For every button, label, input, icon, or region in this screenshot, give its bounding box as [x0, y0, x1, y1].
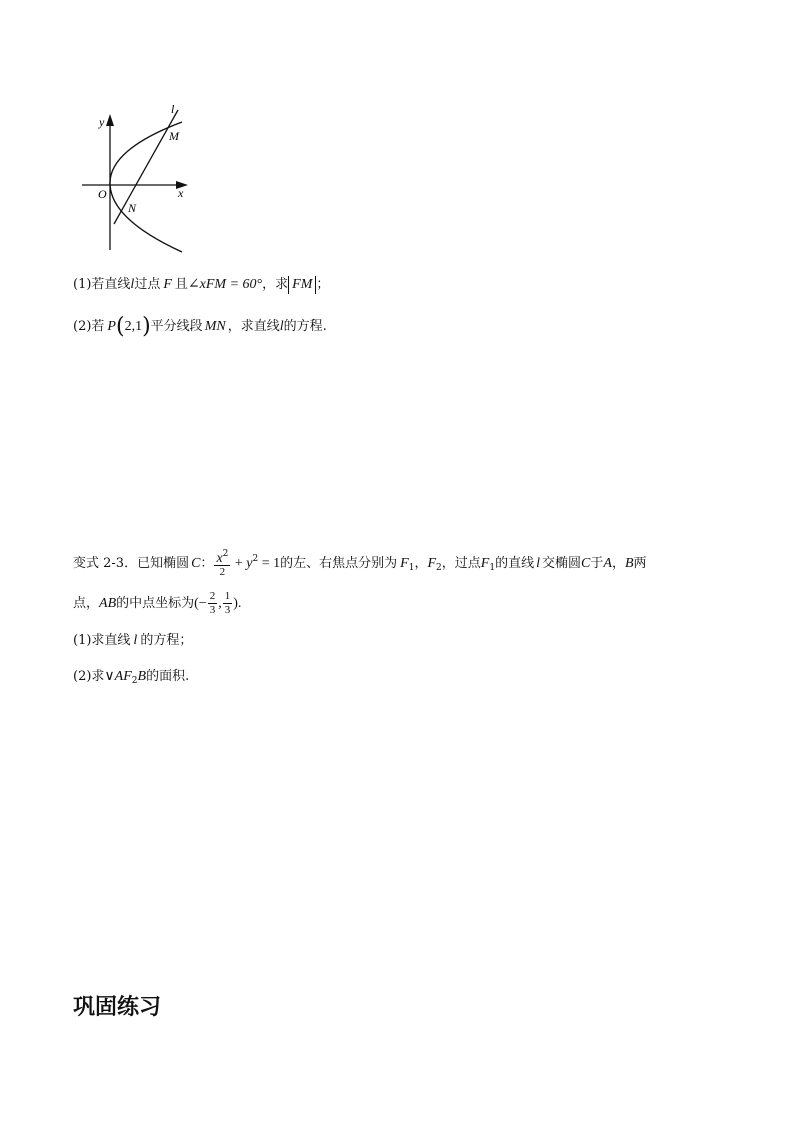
- variant-ellipse-c: C: [191, 556, 201, 571]
- variant-f2-sub: 2: [436, 563, 442, 573]
- variant-y-exp: 2: [252, 554, 259, 564]
- variant-question-1: [73, 632, 192, 650]
- variant-frac-x: x: [216, 551, 223, 566]
- variant-fraction-x2-over-2: [214, 548, 230, 579]
- variant-text-6: 两: [633, 556, 647, 571]
- variant-text-4: 交椭圆: [542, 556, 582, 571]
- origin-label: O: [98, 187, 107, 201]
- x-axis-label: x: [178, 186, 184, 200]
- q1-prefix: (1)若直线: [73, 277, 131, 292]
- q1-text-3: ，求: [262, 277, 289, 292]
- q1-text-2: 且: [174, 277, 188, 292]
- variant-frac-x-exp: 2: [222, 549, 229, 559]
- variant-frac-den: 2: [219, 566, 226, 578]
- variant-line-l: l: [536, 556, 540, 571]
- variant-text-1: 的左、右焦点分别为: [280, 556, 398, 571]
- variant-coord-sep: ,: [218, 596, 222, 611]
- variant-comma-2: ，: [611, 556, 625, 571]
- q2-end: 的方程.: [283, 319, 327, 334]
- variant-text-5: 于: [590, 556, 604, 571]
- variant-y: y: [246, 556, 253, 571]
- variant-q1-line-l: l: [133, 633, 138, 648]
- variant-equals-one: = 1: [258, 556, 281, 571]
- y-axis-label: y: [99, 115, 105, 129]
- variant-text-2: ，过点: [441, 556, 481, 571]
- variant-frac2-num: 1: [224, 590, 231, 602]
- q2-text-2: ，求直线: [227, 319, 280, 334]
- q1-line-l: l: [130, 277, 135, 292]
- question-2: [73, 314, 327, 339]
- variant-f1-sub: 1: [408, 563, 415, 573]
- section-heading: 巩固练习: [73, 995, 162, 1020]
- variant-frac1-num: 2: [209, 590, 216, 602]
- q1-angle: ∠xFM = 60°: [187, 277, 263, 292]
- q2-line-l: l: [279, 319, 284, 334]
- variant-q2-f-sub: 2: [131, 676, 138, 686]
- variant-frac2-den: 3: [224, 604, 231, 616]
- variant-f2: F: [427, 556, 437, 571]
- variant-text-3: 的直线: [495, 556, 535, 571]
- variant-q1-end: 的方程；: [140, 633, 193, 648]
- q2-point-p: P: [107, 319, 116, 334]
- variant-line-1: [73, 546, 647, 581]
- q2-prefix: (2)若: [73, 319, 105, 334]
- point-m-label: M: [169, 129, 179, 143]
- variant-ellipse-c-2: C: [581, 556, 591, 571]
- variant-f1-again: F: [480, 556, 490, 571]
- variant-f1: F: [400, 556, 409, 571]
- q1-point-f: F: [163, 277, 172, 292]
- q1-text-1: 过点: [134, 277, 161, 292]
- q2-open-paren: (: [115, 314, 125, 339]
- variant-line2-text-b: 的中点坐标为: [116, 596, 195, 611]
- variant-triangle-symbol: ∨: [104, 669, 115, 684]
- variant-close-paren: ).: [233, 596, 242, 611]
- variant-point-a: A: [603, 556, 612, 571]
- variant-fraction-1-3: [223, 590, 233, 617]
- variant-open-paren: (−: [194, 596, 207, 611]
- line-l-label: l: [171, 102, 175, 116]
- variant-plus: +: [231, 556, 247, 571]
- variant-q1-prefix: (1)求直线: [73, 633, 131, 648]
- variant-comma-1: ，: [414, 556, 428, 571]
- y-axis-arrow: [106, 114, 114, 126]
- q2-close-paren: ): [142, 314, 151, 339]
- variant-segment-ab: AB: [99, 596, 117, 611]
- question-1: [73, 276, 329, 294]
- variant-q2-end: 的面积.: [146, 669, 190, 684]
- variant-q2-f: F: [123, 669, 132, 684]
- parabola-figure: [78, 100, 208, 255]
- q1-end: ；: [316, 277, 330, 292]
- variant-line-2: [73, 590, 241, 617]
- q1-abs-fm: FM: [288, 276, 316, 294]
- variant-point-b: B: [624, 556, 634, 571]
- q2-coords: 2,1: [124, 319, 143, 334]
- variant-question-2: [73, 668, 189, 690]
- line-l: [114, 110, 178, 224]
- q2-text-1: 平分线段: [150, 319, 203, 334]
- variant-f1-again-sub: 1: [489, 563, 496, 573]
- variant-colon: ：: [200, 556, 214, 571]
- point-n-label: N: [128, 201, 137, 215]
- variant-q2-a: A: [114, 669, 124, 684]
- variant-fraction-2-3: [208, 590, 218, 617]
- variant-frac1-den: 3: [209, 604, 216, 616]
- variant-line2-text-a: 点，: [73, 596, 100, 611]
- variant-label: 变式 2-3．已知椭圆: [73, 556, 190, 571]
- q2-segment-mn: MN: [204, 319, 226, 334]
- variant-q2-b: B: [137, 669, 147, 684]
- variant-q2-prefix: (2)求: [73, 669, 105, 684]
